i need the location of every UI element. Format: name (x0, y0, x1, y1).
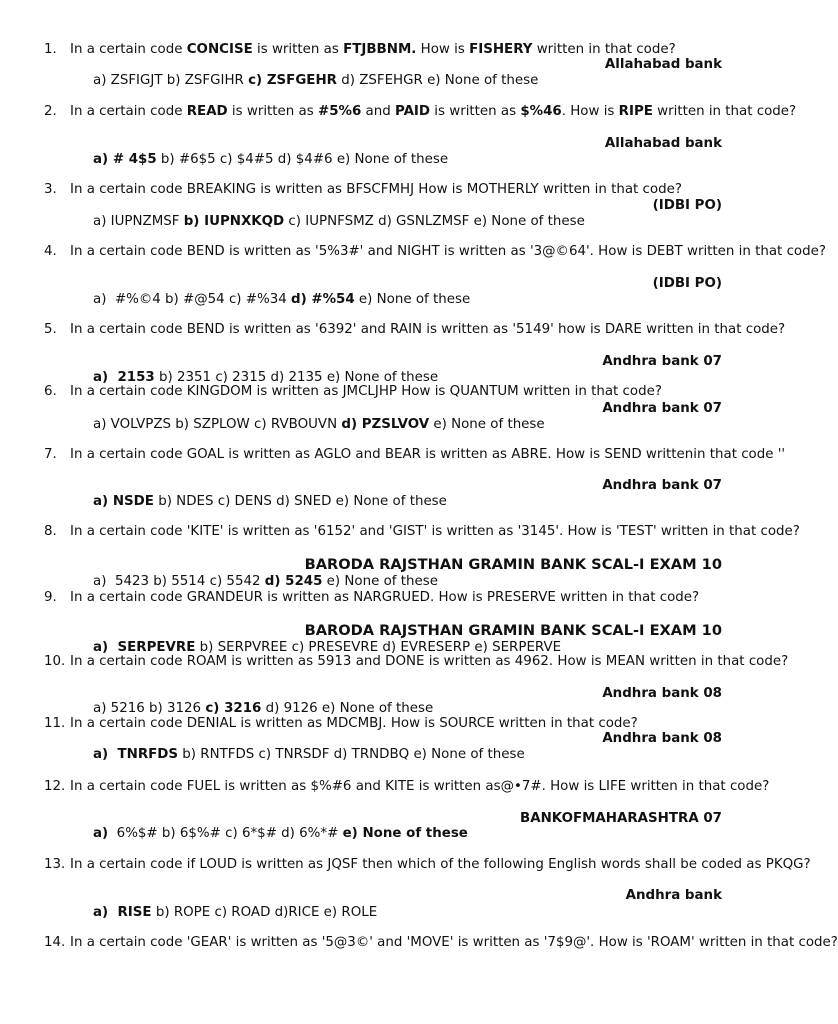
question-number: 10. (44, 654, 66, 669)
text: How is (416, 42, 470, 57)
text: b) RNTFDS c) TNRSDF d) TRNDBQ e) None of these (178, 747, 525, 762)
question-number: 13. (44, 857, 66, 872)
answer-options (93, 73, 538, 89)
answer-options (93, 826, 468, 842)
exam-source: Andhra bank 08 (602, 686, 722, 701)
text: In a certain code KINGDOM is written as JMCLJHP How is QUANTUM written in that code? (70, 384, 662, 399)
text: In a certain code BEND is written as '6392' and RAIN is written as '5149' how is DARE written in that code? (70, 322, 786, 337)
text: e) None of these (354, 292, 471, 307)
text: d) 9126 e) None of these (261, 701, 434, 716)
text: b) #6$5 c) $4#5 d) $4#6 e) None of these (156, 152, 449, 167)
bold-text: a) # 4$5 (93, 152, 157, 167)
question-text (70, 42, 732, 58)
text: b) ROPE c) ROAD d)RICE e) ROLE (151, 905, 378, 920)
bold-text: $%46 (520, 104, 562, 119)
text: b) NDES c) DENS d) SNED e) None of these (153, 494, 447, 509)
bold-text: a) NSDE (93, 494, 154, 509)
text: In a certain code DENIAL is written as MDCMBJ. How is SOURCE written in that code? (70, 716, 638, 731)
question-text (70, 104, 797, 120)
text: 6%$# b) 6$%# c) 6*$# d) 6%*# (108, 826, 343, 841)
question-text (70, 524, 800, 540)
bold-text: a) 2153 (93, 370, 155, 385)
text: e) None of these (322, 574, 438, 589)
bold-text: #5%6 (317, 104, 362, 119)
bold-text: e) None of these (342, 826, 468, 841)
question-number: 4. (44, 244, 57, 259)
bold-text: d) PZSLVOV (341, 417, 430, 432)
text: b) 2351 c) 2315 d) 2135 e) None of these (154, 370, 439, 385)
answer-options (93, 747, 525, 763)
question-number: 8. (44, 524, 57, 539)
text: In a certain code GOAL is written as AGLO and BEAR is written as ABRE. How is SEND writtenin that code '' (70, 447, 786, 462)
text: . How is (561, 104, 619, 119)
bold-text: a) TNRFDS (93, 747, 179, 762)
bold-text: a) SERPEVRE (93, 640, 196, 655)
answer-options (93, 494, 447, 510)
question-text (70, 322, 786, 338)
text: In a certain code 'KITE' is written as '6152' and 'GIST' is written as '3145'. How is 'TEST' written in that code? (70, 524, 800, 539)
exam-source: Andhra bank 08 (602, 731, 722, 746)
text: d) ZSFEHGR e) None of these (336, 73, 539, 88)
bold-text: c) 3216 (205, 701, 262, 716)
exam-source: BARODA RAJSTHAN GRAMIN BANK SCAL-I EXAM 10 (304, 556, 722, 573)
question-text (70, 935, 838, 951)
exam-source: Allahabad bank (604, 57, 722, 72)
question-text (70, 447, 786, 463)
question-text (70, 857, 811, 873)
text: a) IUPNZMSF (93, 214, 184, 229)
text: a) #%©4 b) #@54 c) #%34 (93, 292, 292, 307)
bold-text: READ (186, 104, 228, 119)
text: a) VOLVPZS b) SZPLOW c) RVBOUVN (93, 417, 342, 432)
answer-options (93, 905, 377, 921)
question-text (70, 244, 826, 260)
bold-text: FTJBBNM. (343, 42, 417, 57)
text: written in that code? (652, 104, 797, 119)
answer-options (93, 152, 448, 168)
question-number: 3. (44, 182, 57, 197)
bold-text: d) #%54 (291, 292, 355, 307)
bold-text: d) 5245 (264, 574, 323, 589)
text: e) None of these (429, 417, 545, 432)
text: In a certain code if LOUD is written as JQSF then which of the following English words shall be coded as PKQG? (70, 857, 811, 872)
question-text (70, 182, 732, 198)
text: is written as (252, 42, 344, 57)
bold-text: RIPE (618, 104, 653, 119)
bold-text: b) IUPNXKQD (183, 214, 285, 229)
question-number: 11. (44, 716, 66, 731)
text: In a certain code BREAKING is written as BFSCFMHJ How is MOTHERLY written in that code? (70, 182, 682, 197)
text: In a certain code GRANDEUR is written as NARGRUED. How is PRESERVE written in that code? (70, 590, 700, 605)
bold-text: CONCISE (186, 42, 253, 57)
question-text (70, 384, 732, 400)
text: a) 5423 b) 5514 c) 5542 (93, 574, 265, 589)
text: b) SERPVREE c) PRESEVRE d) EVRESERP e) SERPERVE (195, 640, 562, 655)
bold-text: PAID (394, 104, 431, 119)
question-number: 14. (44, 935, 66, 950)
text: is written as (227, 104, 318, 119)
question-text (70, 716, 732, 732)
text: and (361, 104, 395, 119)
text: In a certain code FUEL is written as $%#6 and KITE is written as@•7#. How is LIFE written in that code? (70, 779, 770, 794)
exam-source: (IDBI PO) (652, 276, 722, 291)
answer-options (93, 417, 545, 433)
exam-source: Andhra bank 07 (602, 401, 722, 416)
exam-source: Andhra bank 07 (602, 354, 722, 369)
text: written in that code? (532, 42, 676, 57)
text: In a certain code (70, 104, 187, 119)
question-number: 6. (44, 384, 57, 399)
answer-options (93, 214, 585, 230)
exam-source: BARODA RAJSTHAN GRAMIN BANK SCAL-I EXAM 10 (304, 622, 722, 639)
bold-text: c) ZSFGEHR (248, 73, 337, 88)
question-number: 5. (44, 322, 57, 337)
question-number: 9. (44, 590, 57, 605)
exam-source: Allahabad bank (604, 136, 722, 151)
question-number: 1. (44, 42, 57, 57)
text: In a certain code BEND is written as '5%3#' and NIGHT is written as '3@©64'. How is DEBT written in that code? (70, 244, 826, 259)
question-text (70, 590, 732, 606)
text: In a certain code (70, 42, 187, 57)
exam-source: Andhra bank (625, 888, 722, 903)
bold-text: a) RISE (93, 905, 152, 920)
exam-source: (IDBI PO) (652, 198, 722, 213)
text: In a certain code ROAM is written as 5913 and DONE is written as 4962. How is MEAN written in that code? (70, 654, 789, 669)
answer-options (93, 701, 433, 717)
question-number: 12. (44, 779, 66, 794)
question-number: 2. (44, 104, 57, 119)
bold-text: FISHERY (469, 42, 533, 57)
answer-options (93, 574, 438, 590)
text: a) ZSFIGJT b) ZSFGIHR (93, 73, 249, 88)
exam-source: BANKOFMAHARASHTRA 07 (520, 811, 722, 826)
text: is written as (430, 104, 521, 119)
question-number: 7. (44, 447, 57, 462)
answer-options (93, 292, 470, 308)
text: In a certain code 'GEAR' is written as '5@3©' and 'MOVE' is written as '7$9@'. How is 'ROAM' written in that code? (70, 935, 838, 950)
question-text (70, 779, 770, 795)
text: a) 5216 b) 3126 (93, 701, 206, 716)
question-text (70, 654, 789, 670)
bold-text: a) (93, 826, 109, 841)
text: c) IUPNFSMZ d) GSNLZMSF e) None of these (284, 214, 585, 229)
exam-source: Andhra bank 07 (602, 478, 722, 493)
